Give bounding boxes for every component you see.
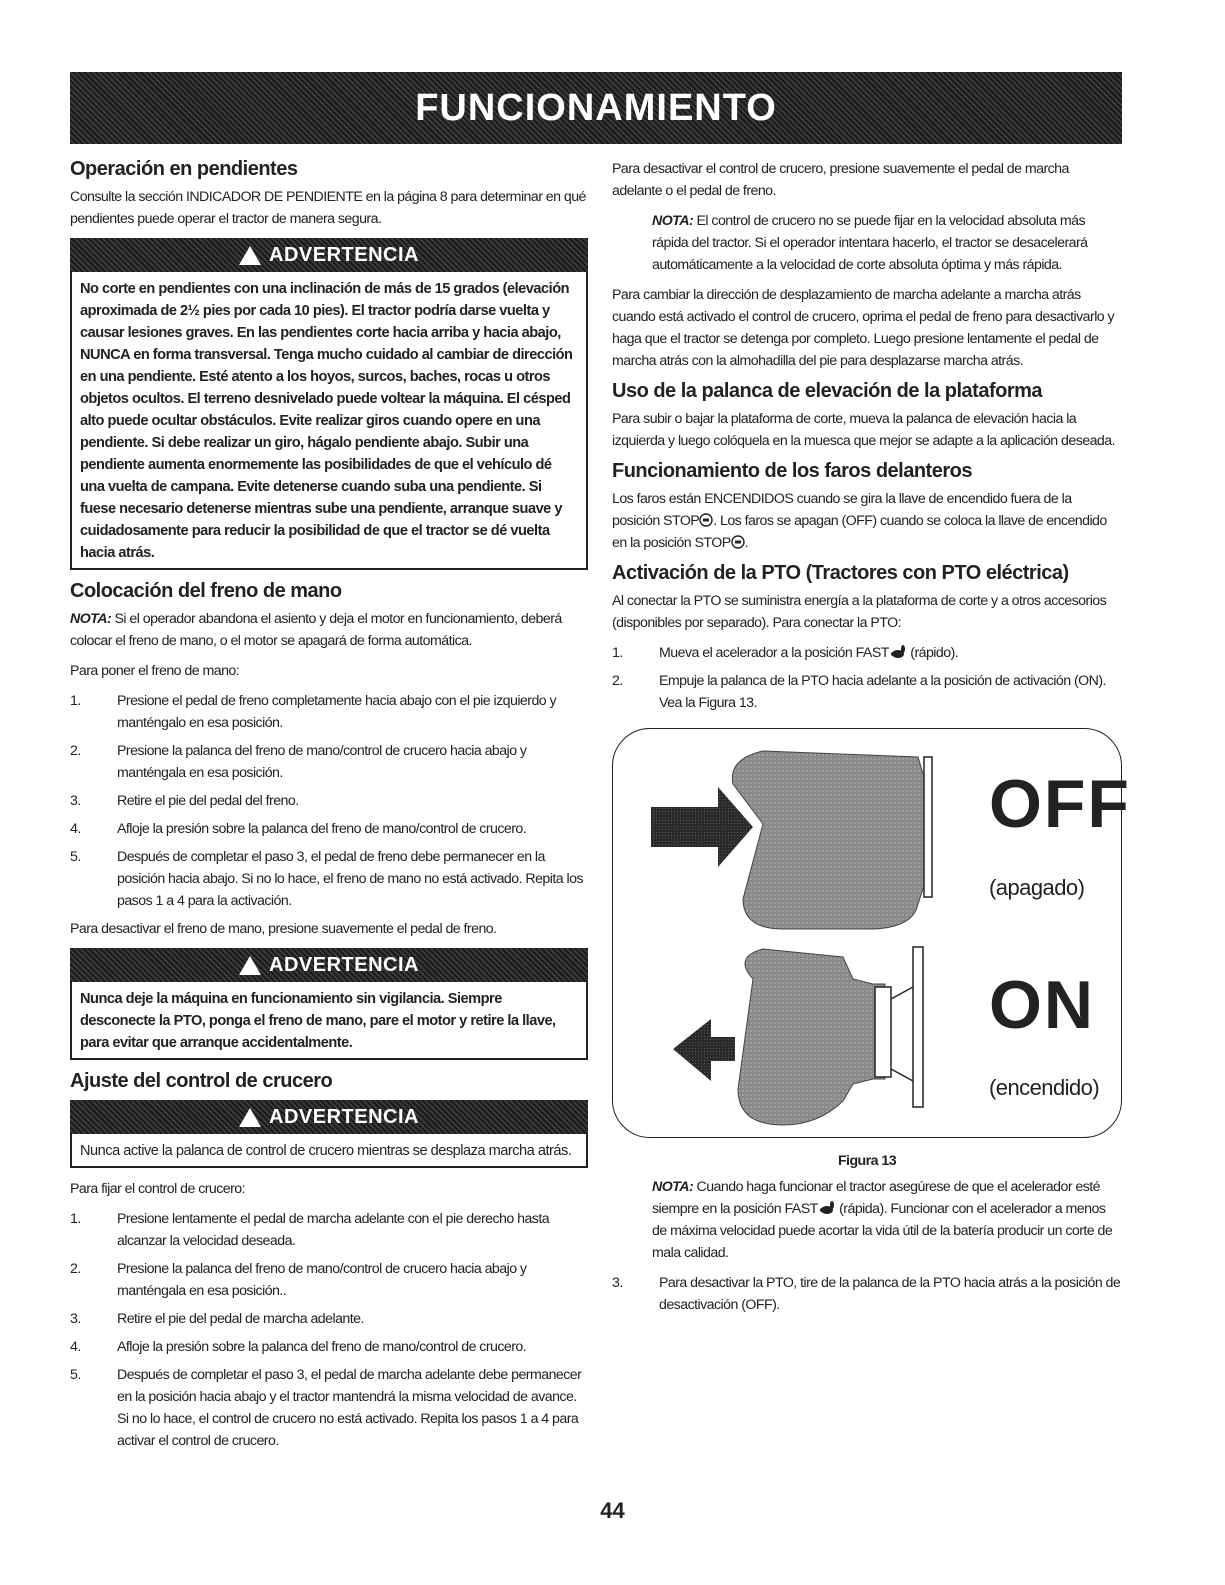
list-item: 1. Presione lentamente el pedal de marcha adelante con el pie derecho hasta alcanzar la velocidad deseada. [70,1211,550,1249]
figure-13-pto-diagram [612,728,1131,1138]
stop-icon [699,513,713,527]
warning-text: No corte en pendientes con una inclinación de más de 15 grados (elevación aproximada de 2½ pies por cada 10 pies). El tractor podría darse vuelta y causar lesiones graves. En las pendientes corte hacia arriba y hacia abajo, NUNCA en forma transversal. Tenga mucho cuidado al cambiar de dirección en una pendiente. Esté atento a los hoyos, surcos, baches, rocas u otros objetos ocultos. El terreno desnivelado puede voltear la máquina. El césped alto puede ocultar obstáculos. Evite realizar giros cuando opere en una pendiente. Si debe realizar un giro, hágalo pendiente abajo. Subir una pendiente aumenta enormemente las posibilidades de que el vehículo dé una vuelta de campana. Evite detenerse cuando suba una pendiente. Si fuese necesario detenerse mientras sube una pendiente, arranque suave y cuidadosamente para reducir la posibilidad de que el tractor se dé vuelta hacia atrás. [80,281,573,561]
pto-text: Al conectar la PTO se suministra energía a la plataforma de corte y a otros accesorios (disponibles por separado). Para conectar la PTO: [612,593,1107,631]
list-item: 2. Presione la palanca del freno de mano/control de crucero hacia abajo y manténgala en esa posición.. [70,1261,527,1299]
section-banner [70,72,1122,144]
parking-brake-intro: Para poner el freno de mano: [70,663,240,679]
page-number: 44 [600,1498,625,1523]
list-item: 5. Después de completar el paso 3, el pedal de freno debe permanecer en la posición hacia abajo. Si no lo hace, el freno de mano no está activado. Repita los pasos 1 a 4 para la activación. [70,849,583,909]
warning-label: ADVERTENCIA [269,244,419,266]
list-item: 3. Retire el pie del pedal del freno. [70,793,299,809]
warning-box-slopes [70,238,588,570]
arrow-left-icon [673,1019,735,1081]
warning-header [70,1100,588,1134]
heading-pto: Activación de la PTO (Tractores con PTO eléctrica) [612,562,1069,584]
list-item: 3. Retire el pie del pedal de marcha adelante. [70,1311,364,1327]
arrow-right-icon [651,787,753,867]
left-column [70,158,588,1458]
warning-box-unattended [70,948,588,1060]
on-sublabel: (encendido) [989,1075,1100,1100]
warning-triangle-icon [239,1108,261,1127]
slopes-text: Consulte la sección INDICADOR DE PENDIENTE en la página 8 para determinar en qué pendientes puede operar el tractor de manera segura. [70,189,586,227]
list-item: 2. Presione la palanca del freno de mano/control de crucero hacia abajo y manténgala en esa posición. [70,743,527,781]
pto-steps [612,642,1122,714]
note-text: El control de crucero no se puede fijar en la velocidad absoluta más rápida del tractor. Si el operador intentara hacerlo, el tractor se desacelerará automáticamente a la velocidad de corte absoluta óptima y más rápida. [652,213,1088,273]
stop-icon [731,535,745,549]
warning-text: Nunca deje la máquina en funcionamiento sin vigilancia. Siempre desconecte la PTO, ponga el freno de mano, pare el motor y retire la llave, para evitar que arranque accidentalmente. [80,991,556,1051]
warning-triangle-icon [239,246,261,265]
right-column [612,158,1131,1322]
direction-change-text: Para cambiar la dirección de desplazamiento de marcha adelante a marcha atrás cuando está activado el control de crucero, oprima el pedal de freno para desactivarlo y haga que el tractor se detenga por completo. Luego presione lentamente el pedal de marcha atrás con la almohadilla del pie para desplazarse marcha atrás. [612,287,1115,369]
pto-knob-on [738,947,923,1125]
cruise-steps [70,1208,588,1452]
list-item: 3. Para desactivar la PTO, tire de la palanca de la PTO hacia atrás a la posición de desactivación (OFF). [612,1275,1121,1313]
note-label: NOTA: [70,611,112,627]
warning-label: ADVERTENCIA [269,954,419,976]
heading-parking-brake: Colocación del freno de mano [70,580,342,602]
warning-box-cruise [70,1100,588,1168]
note-label: NOTA: [652,1179,694,1195]
list-item: 2. Empuje la palanca de la PTO hacia adelante a la posición de activación (ON). Vea la Figura 13. [612,673,1106,711]
cruise-note [612,210,1122,276]
list-item: 4. Afloje la presión sobre la palanca del freno de mano/control de crucero. [70,821,527,837]
heading-slopes: Operación en pendientes [70,158,298,180]
warning-triangle-icon [239,956,261,975]
on-label: ON [989,967,1095,1043]
warning-header [70,948,588,982]
note-label: NOTA: [652,213,694,229]
rabbit-fast-icon [889,645,907,659]
warning-label: ADVERTENCIA [269,1106,419,1128]
rabbit-fast-icon [818,1201,836,1215]
warning-header [70,238,588,272]
heading-deck-lift: Uso de la palanca de elevación de la plataforma [612,380,1043,402]
headlights-text: Los faros están ENCENDIDOS cuando se gira la llave de encendido fuera de la posición STOP . Los faros se apagan (OFF) cuando se coloca la llave de encendido en la posición STOP . [612,491,1107,551]
off-sublabel: (apagado) [989,875,1085,900]
cruise-intro: Para fijar el control de crucero: [70,1181,246,1197]
figure-caption: Figura 13 [837,1153,897,1169]
parking-brake-note [70,608,588,652]
list-item: 1. Mueva el acelerador a la posición FAST (rápido). [612,645,959,661]
list-item: 4. Afloje la presión sobre la palanca del freno de mano/control de crucero. [70,1339,527,1355]
warning-text: Nunca active la palanca de control de crucero mientras se desplaza marcha atrás. [80,1143,572,1159]
deck-lift-text: Para subir o bajar la plataforma de corte, mueva la palanca de elevación hacia la izquierda y luego colóquela en la muesca que mejor se adapte a la aplicación deseada. [612,411,1115,449]
list-item: 1. Presione el pedal de freno completamente hacia abajo con el pie izquierdo y manténgalo en esa posición. [70,693,557,731]
off-label: OFF [989,766,1131,842]
parking-brake-outro: Para desactivar el freno de mano, presione suavemente el pedal de freno. [70,921,497,937]
heading-headlights: Funcionamiento de los faros delanteros [612,460,972,482]
banner-title: FUNCIONAMIENTO [415,86,777,129]
note-text: Si el operador abandona el asiento y deja el motor en funcionamiento, deberá colocar el freno de mano, o el motor se apagará de forma automática. [70,611,562,649]
list-item: 5. Después de completar el paso 3, el pedal de marcha adelante debe permanecer en la posición hacia abajo y el tractor mantendrá la misma velocidad de avance. Si no lo hace, el control de crucero no está activado. Repita los pasos 1 a 4 para activar el control de crucero. [70,1367,582,1449]
heading-cruise-control: Ajuste del control de crucero [70,1070,333,1092]
parking-brake-steps [70,690,588,912]
pto-steps-continued [612,1272,1122,1316]
pto-knob-off [732,751,932,929]
throttle-note: NOTA: Cuando haga funcionar el tractor asegúrese de que el acelerador esté siempre en la posición FAST (rápida). Funcionar con el acelerador a menos de máxima velocidad puede acortar la vida útil de la batería producir un corte de mala calidad. [652,1179,1113,1261]
cruise-disable-text: Para desactivar el control de crucero, presione suavemente el pedal de marcha adelante o el pedal de freno. [612,161,1069,199]
